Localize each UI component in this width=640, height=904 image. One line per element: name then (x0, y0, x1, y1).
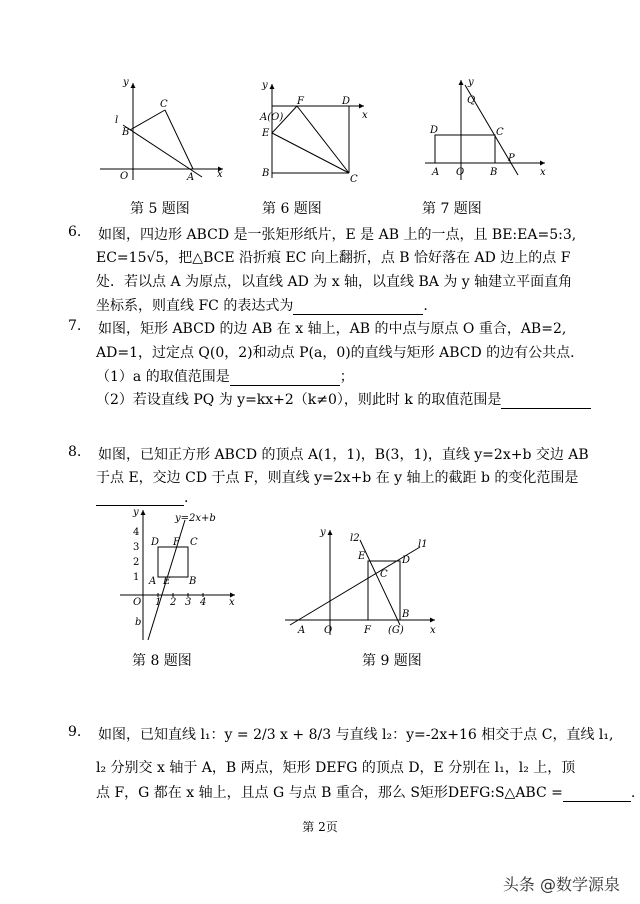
q9-end: . (630, 785, 636, 801)
figure-7 (420, 75, 550, 185)
fig5-label-l: l (115, 115, 119, 126)
fig8-label-F: F (173, 537, 180, 548)
q6-line-4 (96, 295, 428, 315)
figure-6-caption: 第 6 题图 (262, 201, 322, 217)
q8-line-1: 如图，已知正方形 ABCD 的顶点 A(1，1)，B(3，1)，直线 y=2x+b 交边 AB (98, 447, 589, 463)
q8-answer-blank[interactable] (96, 491, 184, 506)
q6-line-4-text: 坐标系，则直线 FC 的表达式为 (96, 298, 294, 314)
q7-answer-blank-2[interactable] (501, 394, 591, 409)
fig8-ytick-1: 1 (133, 572, 140, 583)
q6-line-3: 处．若以点 A 为原点，以直线 AD 为 x 轴，以直线 BA 为 y 轴建立平面直角 (96, 274, 573, 290)
q7-number: 7. (68, 318, 82, 334)
fig8-tick-2: 2 (170, 597, 177, 608)
fig5-label-y: y (123, 77, 129, 88)
fig6-label-E: E (262, 128, 270, 139)
q8-line-2: 于点 E，交边 CD 于点 F，则直线 y=2x+b 在 y 轴上的截距 b 的变化范围是 (96, 470, 579, 486)
fig6-label-AO: A(O) (260, 112, 284, 123)
q7-answer-blank-1[interactable] (230, 371, 340, 386)
fig8-label-y: y (133, 507, 139, 518)
fig9-label-F: F (364, 625, 371, 636)
fig9-label-E: E (358, 551, 366, 562)
fig9-label-l1: l1 (418, 539, 428, 550)
q9-number: 9. (68, 724, 82, 740)
fig7-label-y: y (468, 77, 474, 88)
fig5-label-A: A (187, 172, 195, 183)
q6-number: 6. (68, 224, 82, 240)
q9-line-2: l₂ 分别交 x 轴于 A，B 两点，矩形 DEFG 的顶点 D，E 分别在 l₁，l₂ 上，顶 (96, 760, 576, 776)
q9-line-1: 如图，已知直线 l₁：y = 2/3 x + 8/3 与直线 l₂：y=-2x+16 相交于点 C，直线 l₁, (98, 727, 614, 743)
q7-line-3 (96, 366, 354, 386)
figure-5 (95, 75, 230, 185)
q6-line-2: EC=15√5，把△BCE 沿折痕 EC 向上翻折，点 B 恰好落在 AD 边上的点 F (96, 250, 571, 266)
fig5-label-O: O (120, 171, 129, 182)
q8-end: . (184, 490, 189, 506)
page-number: 第 2页 (302, 820, 338, 834)
q7-line-4-text: （2）若设直线 PQ 为 y=kx+2（k≠0），则此时 k 的取值范围是 (96, 392, 502, 408)
watermark: 头条 @数学源泉 (502, 875, 620, 894)
fig9-label-D: D (402, 555, 411, 566)
fig8-ytick-3: 3 (133, 542, 140, 553)
q8-number: 8. (68, 444, 82, 460)
q7-line-3-text: （1）a 的取值范围是 (96, 369, 230, 385)
fig8-tick-4: 4 (200, 597, 207, 608)
fig7-label-B: B (490, 167, 498, 178)
q8-line-3 (96, 490, 188, 506)
q6-end: . (423, 298, 428, 314)
fig6-label-x: x (362, 110, 368, 121)
fig6-label-C: C (350, 174, 358, 185)
q7-line-2: AD=1，过定点 Q(0，2)和动点 P(a，0)的直线与矩形 ABCD 的边有公共点． (96, 345, 585, 361)
fig9-label-O: O (324, 625, 333, 636)
q7-line-3-end: ； (339, 369, 354, 385)
figure-5-caption: 第 5 题图 (130, 201, 190, 217)
q9-line-3-text: 点 F，G 都在 x 轴上，且点 G 与点 B 重合，那么 S矩形DEFG:S△ABC = (96, 785, 563, 801)
fig7-label-Q: Q (467, 95, 476, 106)
figure-6 (252, 78, 372, 188)
q9-answer-blank[interactable] (563, 787, 631, 802)
fig6-label-y: y (262, 80, 268, 91)
fig9-label-x: x (430, 625, 436, 636)
fig7-label-x: x (540, 167, 546, 178)
fig8-label-x: x (229, 597, 235, 608)
fig8-label-D: D (151, 537, 160, 548)
figure-9 (280, 525, 440, 640)
fig8-label-O: O (133, 597, 142, 608)
fig9-label-B: B (402, 609, 410, 620)
fig8-label-C: C (190, 537, 198, 548)
figure-8-caption: 第 8 题图 (132, 653, 192, 669)
q7-line-4 (96, 389, 591, 409)
fig8-label-A: A (149, 576, 157, 587)
fig5-label-C: C (160, 99, 168, 110)
fig7-label-P: P (508, 153, 515, 164)
figure-8 (115, 505, 240, 645)
fig8-label-b: b (135, 617, 142, 628)
fig8-ytick-4: 4 (133, 527, 140, 538)
q7-line-1: 如图，矩形 ABCD 的边 AB 在 x 轴上，AB 的中点与原点 O 重合，AB=2, (98, 321, 567, 337)
fig8-tick-1: 1 (155, 597, 162, 608)
fig9-label-l2: l2 (350, 533, 360, 544)
fig6-label-F: F (297, 96, 304, 107)
fig8-label-line: y=2x+b (175, 513, 216, 524)
fig6-label-B: B (262, 168, 270, 179)
fig9-label-A: A (298, 625, 306, 636)
fig7-label-C: C (496, 127, 504, 138)
fig8-label-B: B (189, 576, 197, 587)
q6-answer-blank[interactable] (293, 300, 423, 315)
fig9-label-G: (G) (388, 625, 404, 636)
fig7-label-A: A (432, 167, 440, 178)
fig9-label-y: y (320, 527, 326, 538)
fig8-tick-3: 3 (185, 597, 192, 608)
fig8-ytick-2: 2 (133, 557, 140, 568)
q6-line-1: 如图，四边形 ABCD 是一张矩形纸片，E 是 AB 上的一点，且 BE:EA=5:3, (98, 227, 577, 243)
fig7-label-D: D (430, 125, 439, 136)
figure-9-caption: 第 9 题图 (362, 653, 422, 669)
figure-7-caption: 第 7 题图 (422, 201, 482, 217)
fig9-label-C: C (380, 569, 388, 580)
fig6-label-D: D (342, 96, 351, 107)
fig7-label-O: O (456, 167, 465, 178)
fig5-label-x: x (217, 169, 223, 180)
fig8-label-E: E (163, 576, 171, 587)
fig5-label-B: B (122, 127, 130, 138)
q9-line-3 (96, 782, 635, 802)
